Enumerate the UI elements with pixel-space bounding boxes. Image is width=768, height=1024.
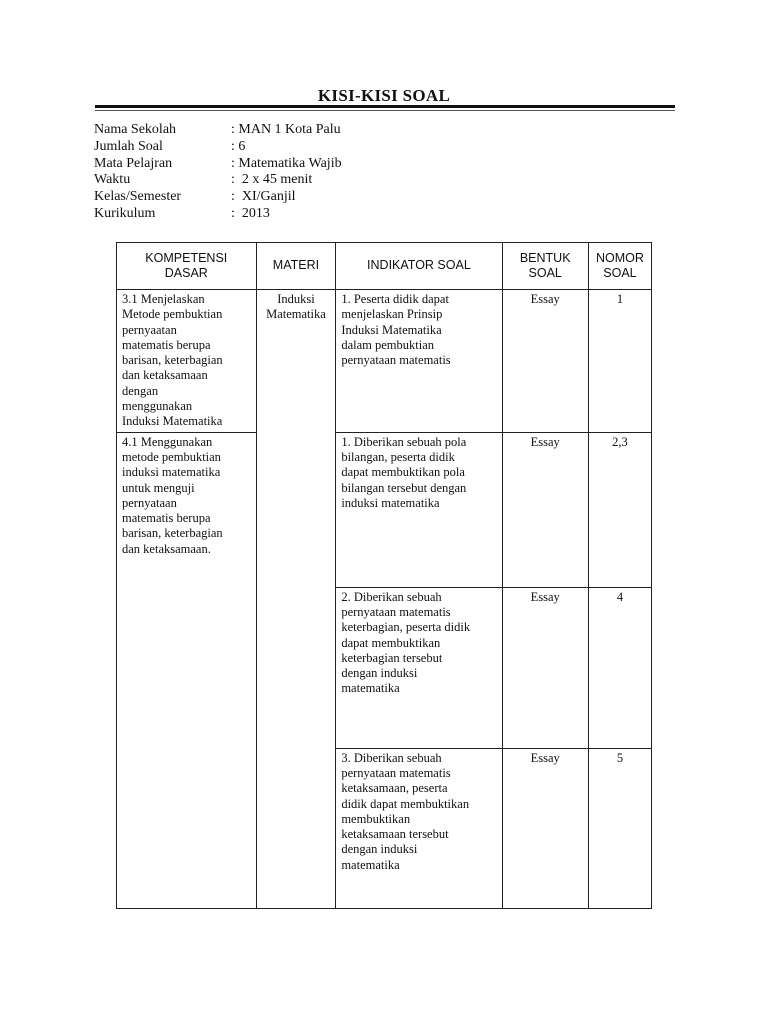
header-bentuk-soal: BENTUK SOAL bbox=[502, 243, 588, 290]
kd-cell: 3.1 Menjelaskan Metode pembuktian pernyaatan matematis berupa barisan, keterbagian dan ketaksamaan dengan menggunakan Induksi Matematika bbox=[117, 290, 257, 433]
info-value: : 2 x 45 menit bbox=[231, 172, 313, 188]
indikator-cell: 3. Diberikan sebuah pernyataan matematis ketaksamaan, peserta didik dapat membuktikan membuktikan ketaksamaan tersebut dengan induksi matematika bbox=[336, 748, 502, 908]
bentuk-cell: Essay bbox=[502, 432, 588, 587]
info-block bbox=[94, 122, 342, 223]
header-kompetensi-dasar: KOMPETENSI DASAR bbox=[117, 243, 257, 290]
info-label: Mata Pelajran bbox=[94, 155, 173, 171]
page-title: KISI-KISI SOAL bbox=[317, 86, 451, 105]
kisi-table bbox=[116, 242, 652, 909]
info-value: : XI/Ganjil bbox=[231, 189, 296, 205]
info-value: : 6 bbox=[231, 138, 246, 154]
title-rule-thick bbox=[95, 105, 675, 108]
info-row-kurikulum bbox=[94, 206, 342, 223]
nomor-cell: 2,3 bbox=[588, 432, 651, 587]
bentuk-cell: Essay bbox=[502, 587, 588, 748]
info-label: Kelas/Semester bbox=[94, 189, 182, 205]
info-row-mata-pelajaran bbox=[94, 156, 342, 173]
info-label: Kurikulum bbox=[94, 205, 156, 221]
info-value: : Matematika Wajib bbox=[231, 155, 342, 171]
materi-cell: Induksi Matematika bbox=[256, 290, 336, 909]
bentuk-cell: Essay bbox=[502, 290, 588, 433]
bentuk-cell: Essay bbox=[502, 748, 588, 908]
table-header-row bbox=[117, 243, 652, 290]
table-row bbox=[117, 290, 652, 433]
info-row-waktu bbox=[94, 172, 342, 189]
kd-cell: 4.1 Menggunakan metode pembuktian induksi matematika untuk menguji pernyataan matematis berupa barisan, keterbagian dan ketaksamaan. bbox=[117, 432, 257, 908]
info-row-kelas-semester bbox=[94, 189, 342, 206]
info-value: : MAN 1 Kota Palu bbox=[231, 122, 341, 137]
nomor-cell: 4 bbox=[588, 587, 651, 748]
header-nomor-soal: NOMOR SOAL bbox=[588, 243, 651, 290]
info-label: Nama Sekolah bbox=[94, 122, 177, 137]
title-rule-thin bbox=[95, 110, 675, 111]
indikator-cell: 2. Diberikan sebuah pernyataan matematis keterbagian, peserta didik dapat membuktikan keterbagian tersebut dengan induksi matematika bbox=[336, 587, 502, 748]
header-indikator-soal: INDIKATOR SOAL bbox=[336, 243, 502, 290]
table-row bbox=[117, 432, 652, 587]
info-row-sekolah bbox=[94, 122, 342, 139]
indikator-cell: 1. Diberikan sebuah pola bilangan, peserta didik dapat membuktikan pola bilangan tersebut dengan induksi matematika bbox=[336, 432, 502, 587]
info-value: : 2013 bbox=[231, 205, 270, 221]
nomor-cell: 5 bbox=[588, 748, 651, 908]
info-row-jumlah-soal bbox=[94, 139, 342, 156]
nomor-cell: 1 bbox=[588, 290, 651, 433]
info-label: Waktu bbox=[94, 172, 131, 188]
header-materi: MATERI bbox=[256, 243, 336, 290]
info-label: Jumlah Soal bbox=[94, 138, 163, 154]
indikator-cell: 1. Peserta didik dapat menjelaskan Prinsip Induksi Matematika dalam pembuktian pernyataan matematis bbox=[336, 290, 502, 433]
